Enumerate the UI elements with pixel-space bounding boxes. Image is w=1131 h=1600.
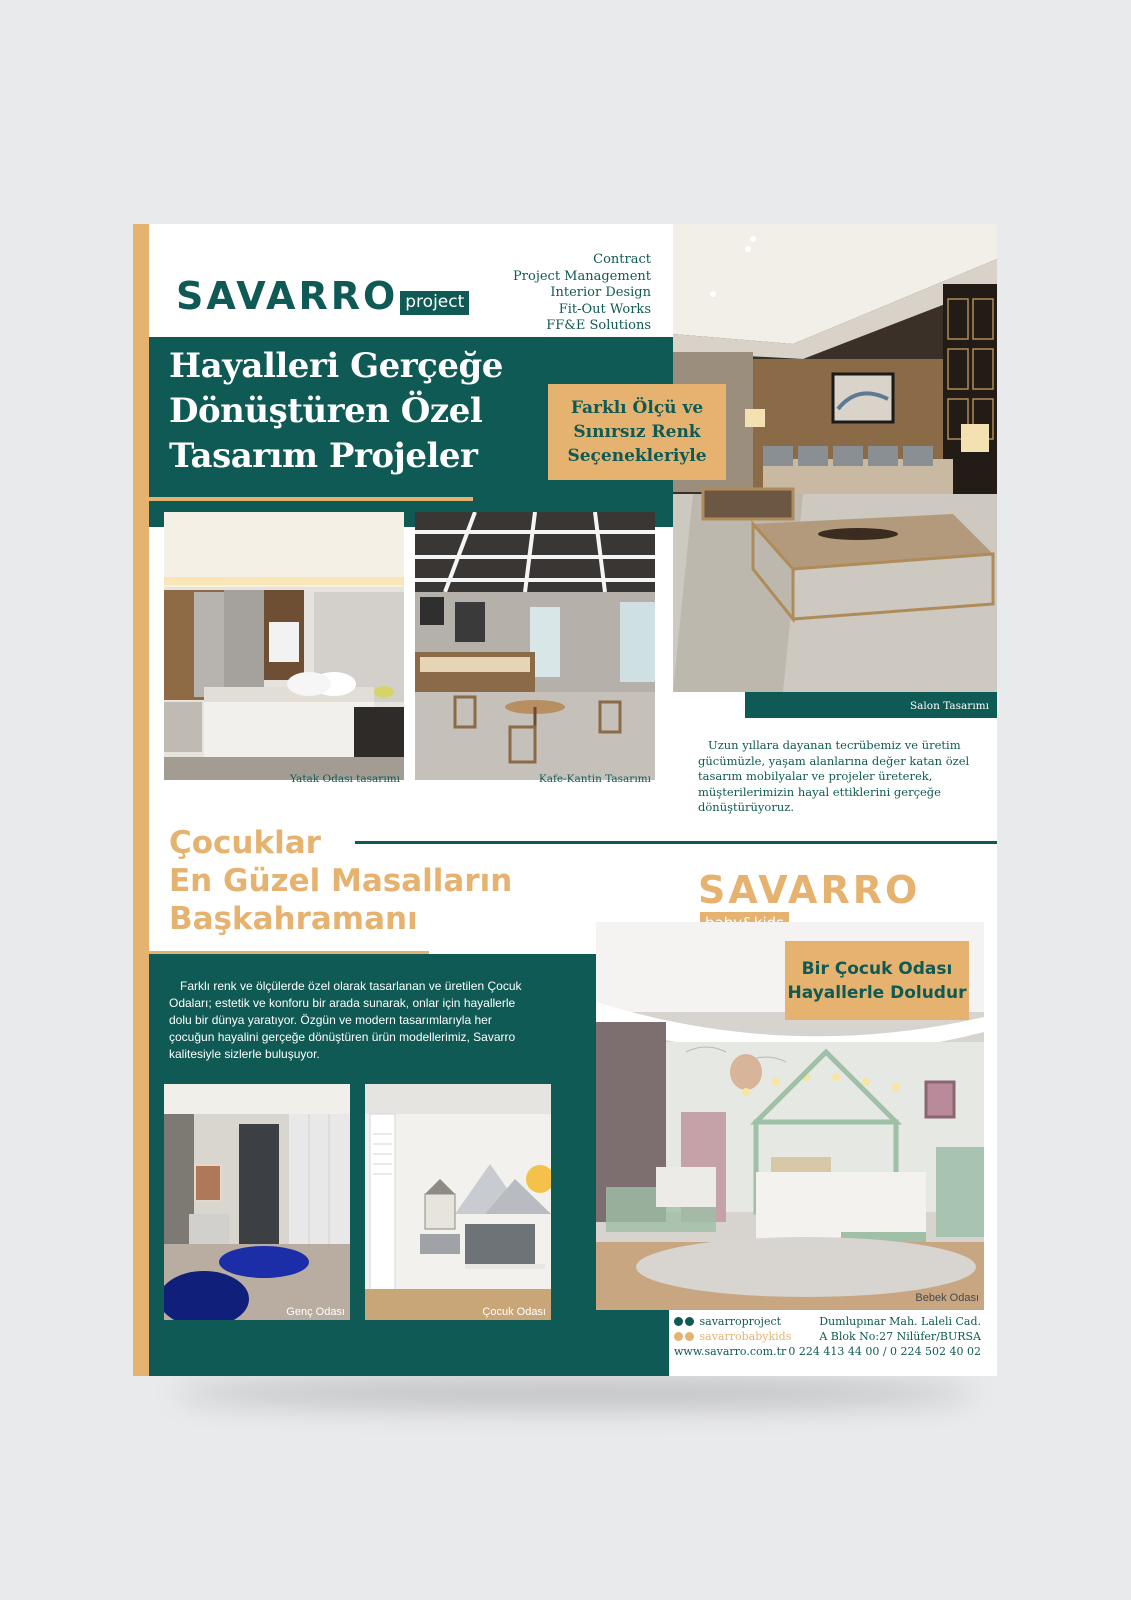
logo-wordmark: SAVARRO: [176, 274, 399, 318]
instagram-icon: [674, 1332, 683, 1341]
bedroom-photo: [164, 512, 404, 780]
kids-title-line: Çocuklar: [169, 825, 321, 861]
salon-caption: Salon Tasarımı: [909, 700, 989, 712]
kids-divider: [149, 951, 429, 954]
address-line: A Blok No:27 Nilüfer/BURSA: [819, 1330, 981, 1343]
baby-room-caption: Bebek Odası: [915, 1292, 979, 1304]
kids-body-text: Farklı renk ve ölçülerde özel olarak tasarlanan ve üretilen Çocuk Odaları; estetik ve konforu bir arada sunarak, onlar için hayallerle dolu bir dünya yaratıyor. Özgün ve modern tasarımlarıyla her çocuğun hayalini gerçeğe dönüştüren ürün modellerimiz, Savarro kalitesiyle sizlerle buluşuyor.: [169, 979, 522, 1061]
kids-title-line: En Güzel Masalların: [169, 863, 513, 899]
service-item: FF&E Solutions: [546, 318, 651, 333]
page-shadow: [175, 1378, 975, 1408]
badge-line: Hayallerle Doludur: [787, 982, 967, 1003]
facebook-icon: [685, 1332, 694, 1341]
instagram-icon: [674, 1317, 683, 1326]
kids-title-rule: [355, 841, 997, 844]
service-item: Project Management: [513, 268, 651, 284]
badge-line: Farklı Ölçü ve: [570, 398, 704, 418]
child-room-caption: Çocuk Odası: [482, 1306, 546, 1318]
service-item: Interior Design: [550, 285, 651, 300]
website-link[interactable]: www.savarro.com.tr: [674, 1345, 787, 1358]
services-list: [513, 252, 651, 335]
address-block: [788, 1314, 981, 1359]
address-line: Dumlupınar Mah. Laleli Cad.: [819, 1315, 981, 1328]
kids-title-line: Başkahramanı: [169, 901, 418, 937]
advertisement-page: [133, 224, 997, 1376]
cafe-caption: Kafe-Kantin Tasarımı: [538, 773, 651, 785]
social-row-kids: [674, 1329, 791, 1344]
facebook-icon: [685, 1317, 694, 1326]
kids-logo-wordmark: SAVARRO: [698, 868, 921, 912]
cafe-photo: [415, 512, 655, 780]
service-item: Contract: [593, 252, 651, 267]
phone-numbers: 0 224 413 44 00 / 0 224 502 40 02: [788, 1345, 981, 1358]
teen-room-photo: [164, 1084, 350, 1320]
hero-title-line: Tasarım Projeler: [169, 436, 478, 476]
social-handles: [674, 1314, 791, 1359]
dream-badge: [785, 941, 969, 1020]
savarro-project-logo: [176, 274, 469, 318]
badge-line: Bir Çocuk Odası: [801, 958, 953, 979]
gold-side-strip: [133, 224, 149, 1376]
bedroom-caption: Yatak Odası tasarımı: [289, 773, 400, 785]
hero-divider: [149, 497, 473, 501]
badge-line: Sınırsız Renk: [573, 422, 701, 442]
child-room-photo: [365, 1084, 551, 1320]
social-kids-handle[interactable]: savarrobabykids: [699, 1330, 792, 1343]
hero-title: [169, 344, 503, 479]
social-row-project: [674, 1314, 791, 1329]
service-item: Fit-Out Works: [558, 301, 651, 317]
hero-title-line: Dönüştüren Özel: [169, 391, 483, 431]
about-text: Uzun yıllara dayanan tecrübemiz ve üretim gücümüzle, yaşam alanlarına değer katan özel tasarım mobilyalar ve projeler üreterek, müşterilerimizin hayal ettiklerini gerçeğe dönüştürüyoruz.: [698, 738, 970, 814]
hero-title-line: Hayalleri Gerçeğe: [169, 346, 503, 386]
teen-room-caption: Genç Odası: [286, 1306, 345, 1318]
social-project-handle[interactable]: savarroproject: [699, 1315, 782, 1328]
badge-line: Seçenekleriyle: [567, 446, 707, 466]
options-badge: [548, 384, 726, 480]
logo-project-tag: project: [400, 291, 469, 315]
